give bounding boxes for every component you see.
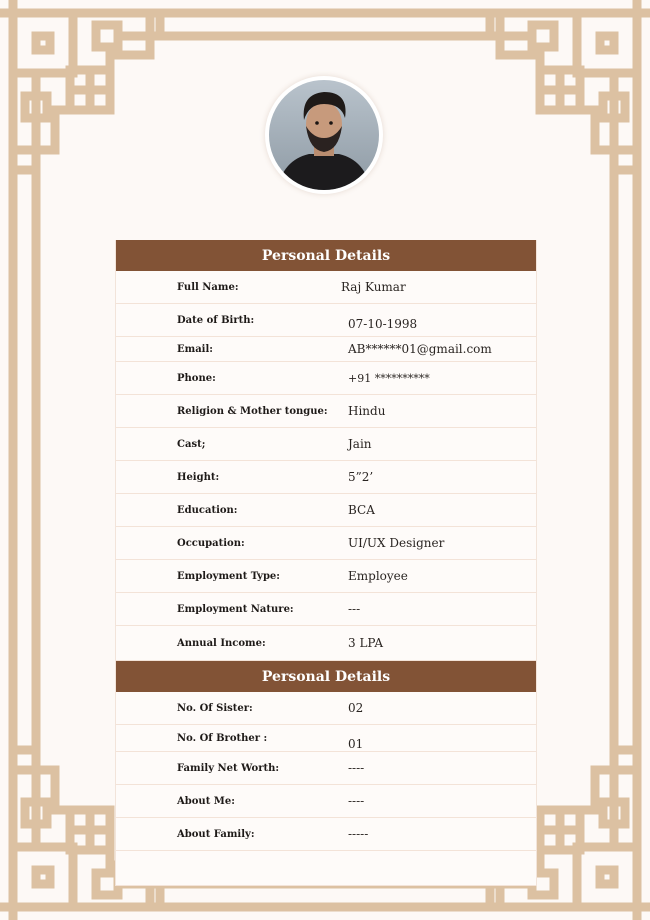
detail-value: ---- xyxy=(348,761,365,775)
detail-label: About Me: xyxy=(177,795,235,807)
profile-photo xyxy=(265,76,383,194)
detail-label: Annual Income: xyxy=(177,637,266,649)
detail-value: 02 xyxy=(348,701,364,715)
detail-row-cast xyxy=(116,428,536,461)
detail-value: Employee xyxy=(348,569,408,583)
detail-row-annual-income xyxy=(116,626,536,661)
detail-value: Jain xyxy=(348,437,372,451)
detail-row-height xyxy=(116,461,536,494)
detail-value: --- xyxy=(348,602,361,616)
detail-value: +91 ********** xyxy=(348,371,430,385)
detail-value: 01 xyxy=(348,737,364,751)
detail-row-dob xyxy=(116,304,536,337)
detail-row-sisters xyxy=(116,692,536,725)
section-title: Personal Details xyxy=(116,661,536,692)
detail-row-phone xyxy=(116,362,536,395)
detail-row-religion xyxy=(116,395,536,428)
detail-label: No. Of Brother : xyxy=(177,732,268,744)
detail-row-brothers xyxy=(116,725,536,752)
detail-label: No. Of Sister: xyxy=(177,702,253,714)
detail-label: Cast; xyxy=(177,438,206,450)
detail-label: Height: xyxy=(177,471,220,483)
detail-value: AB******01@gmail.com xyxy=(348,342,492,356)
detail-label: Religion & Mother tongue: xyxy=(177,405,328,417)
detail-label: Employment Nature: xyxy=(177,603,294,615)
detail-label: Occupation: xyxy=(177,537,245,549)
detail-value: ---- xyxy=(348,794,365,808)
detail-value: Raj Kumar xyxy=(341,280,406,294)
detail-row-full-name xyxy=(116,271,536,304)
detail-label: About Family: xyxy=(177,828,255,840)
detail-row-email xyxy=(116,337,536,362)
detail-label: Phone: xyxy=(177,372,216,384)
detail-label: Date of Birth: xyxy=(177,314,255,326)
detail-label: Family Net Worth: xyxy=(177,762,280,774)
section-title: Personal Details xyxy=(116,240,536,271)
detail-value: BCA xyxy=(348,503,375,517)
detail-row-about-me xyxy=(116,785,536,818)
detail-row-about-family xyxy=(116,818,536,851)
detail-value: UI/UX Designer xyxy=(348,536,445,550)
blank-row xyxy=(116,851,536,886)
detail-value: ----- xyxy=(348,827,369,841)
detail-value: 5”2’ xyxy=(348,470,374,484)
detail-row-employment-type xyxy=(116,560,536,593)
detail-row-net-worth xyxy=(116,752,536,785)
detail-row-employment-nature xyxy=(116,593,536,626)
details-sheet xyxy=(115,240,537,886)
detail-row-education xyxy=(116,494,536,527)
detail-row-occupation xyxy=(116,527,536,560)
detail-value: 07-10-1998 xyxy=(348,317,418,331)
detail-value: 3 LPA xyxy=(348,636,384,650)
detail-label: Email: xyxy=(177,343,213,355)
detail-value: Hindu xyxy=(348,404,386,418)
detail-label: Full Name: xyxy=(177,281,239,293)
detail-label: Education: xyxy=(177,504,238,516)
person-photo-icon xyxy=(269,80,379,190)
detail-label: Employment Type: xyxy=(177,570,280,582)
